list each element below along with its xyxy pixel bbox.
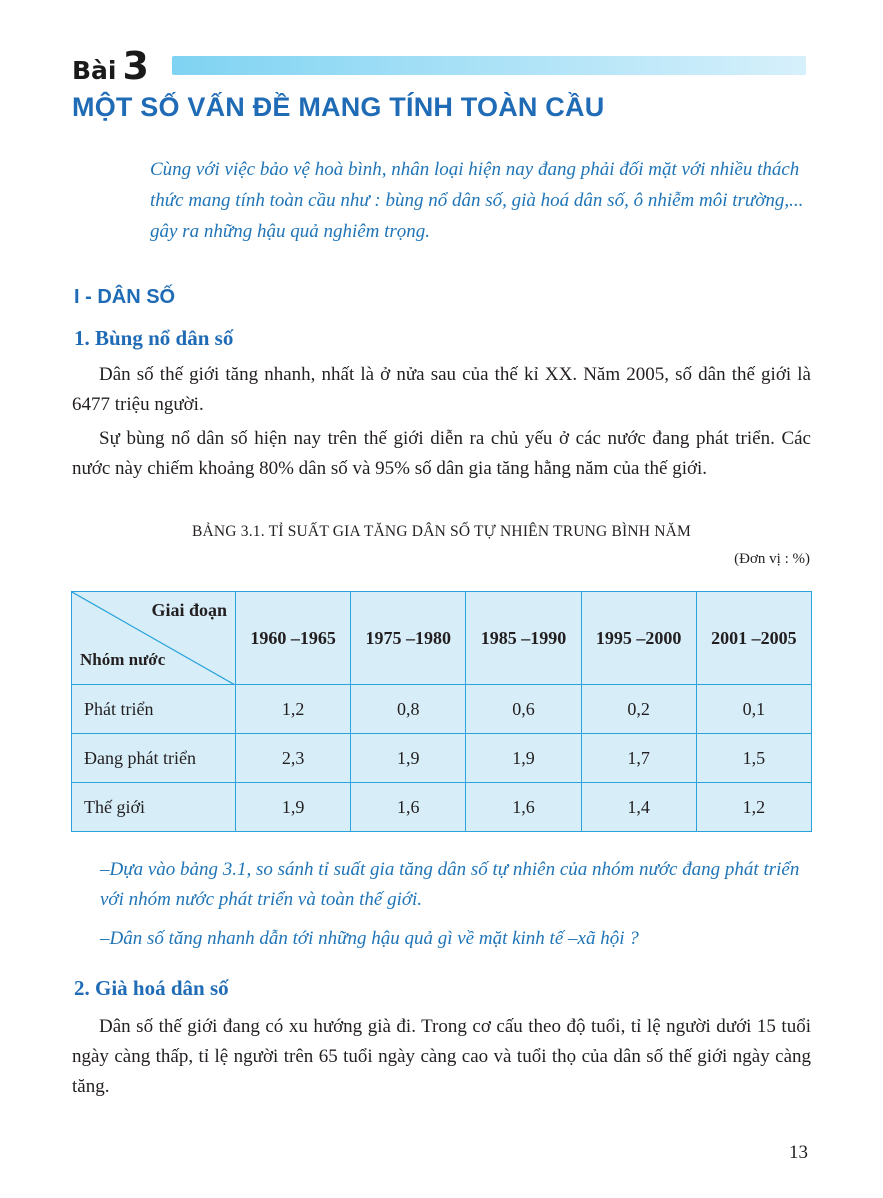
- population-growth-table: [71, 591, 812, 832]
- column-header: 1960 –1965: [236, 592, 351, 685]
- table-header-row: [72, 592, 812, 685]
- table-cell: 1,9: [236, 783, 351, 832]
- corner-label-country-group: Nhóm nước: [80, 650, 166, 669]
- page-title: MỘT SỐ VẤN ĐỀ MANG TÍNH TOÀN CẦU: [72, 92, 605, 122]
- table-corner-cell: [72, 592, 236, 685]
- table-row: [72, 734, 812, 783]
- table-cell: 2,3: [236, 734, 351, 783]
- table-cell: 1,4: [581, 783, 696, 832]
- table-cell: 1,5: [696, 734, 811, 783]
- intro-paragraph: Cùng với việc bảo vệ hoà bình, nhân loại hiện nay đang phải đối mặt với nhiều thách thức mang tính toàn cầu như : bùng nổ dân số, già hoá dân số, ô nhiễm môi trường,... gây ra những hậu quả nghiêm trọng.: [150, 159, 804, 242]
- table-row: [72, 783, 812, 832]
- question-compare-growth: –Dựa vào bảng 3.1, so sánh tỉ suất gia tăng dân số tự nhiên của nhóm nước đang phát triển với nhóm nước phát triển và toàn thế giới.: [100, 859, 800, 910]
- section-heading-population: I - DÂN SỐ: [74, 286, 176, 308]
- lesson-word: Bài: [72, 56, 117, 85]
- intro-text: [150, 154, 820, 247]
- subheading-population-explosion: 1. Bùng nổ dân số: [74, 326, 234, 350]
- table-cell: 0,6: [466, 685, 581, 734]
- paragraph-population-aging: Dân số thế giới đang có xu hướng già đi. Trong cơ cấu theo độ tuổi, tỉ lệ người dưới 15 tuổi ngày càng thấp, tỉ lệ người trên 65 tuổi ngày càng cao và tuổi thọ của dân số thế giới ngày càng tăng.: [72, 1016, 811, 1097]
- table-row: [72, 685, 812, 734]
- row-label: Phát triển: [72, 685, 236, 734]
- column-header: 1975 –1980: [351, 592, 466, 685]
- question-consequences: –Dân số tăng nhanh dẫn tới những hậu quả gì về mặt kinh tế –xã hội ?: [100, 928, 639, 949]
- table-caption: BẢNG 3.1. TỈ SUẤT GIA TĂNG DÂN SỐ TỰ NHIÊN TRUNG BÌNH NĂM: [191, 523, 692, 540]
- table-cell: 1,9: [351, 734, 466, 783]
- lesson-header-bar: [172, 56, 806, 75]
- paragraph-population-growth: Dân số thế giới tăng nhanh, nhất là ở nửa sau của thế kỉ XX. Năm 2005, số dân thế giới là 6477 triệu người.: [72, 364, 811, 415]
- lesson-label: [72, 44, 149, 88]
- table-cell: 1,6: [351, 783, 466, 832]
- table-cell: 1,7: [581, 734, 696, 783]
- row-label: Đang phát triển: [72, 734, 236, 783]
- subheading-population-aging: 2. Già hoá dân số: [74, 976, 229, 1000]
- table-cell: 1,2: [696, 783, 811, 832]
- corner-label-period: Giai đoạn: [151, 600, 227, 620]
- row-label: Thế giới: [72, 783, 236, 832]
- table-cell: 0,1: [696, 685, 811, 734]
- page-number: 13: [789, 1142, 808, 1163]
- table-cell: 1,9: [466, 734, 581, 783]
- column-header: 2001 –2005: [696, 592, 811, 685]
- table-cell: 1,6: [466, 783, 581, 832]
- table-cell: 0,2: [581, 685, 696, 734]
- column-header: 1995 –2000: [581, 592, 696, 685]
- paragraph-developing-countries: Sự bùng nổ dân số hiện nay trên thế giới diễn ra chủ yếu ở các nước đang phát triển. Các nước này chiếm khoảng 80% dân số và 95% số dân gia tăng hằng năm của thế giới.: [72, 428, 811, 479]
- lesson-number: 3: [122, 44, 149, 88]
- table-cell: 0,8: [351, 685, 466, 734]
- table-unit: (Đơn vị : %): [734, 551, 810, 567]
- column-header: 1985 –1990: [466, 592, 581, 685]
- table-cell: 1,2: [236, 685, 351, 734]
